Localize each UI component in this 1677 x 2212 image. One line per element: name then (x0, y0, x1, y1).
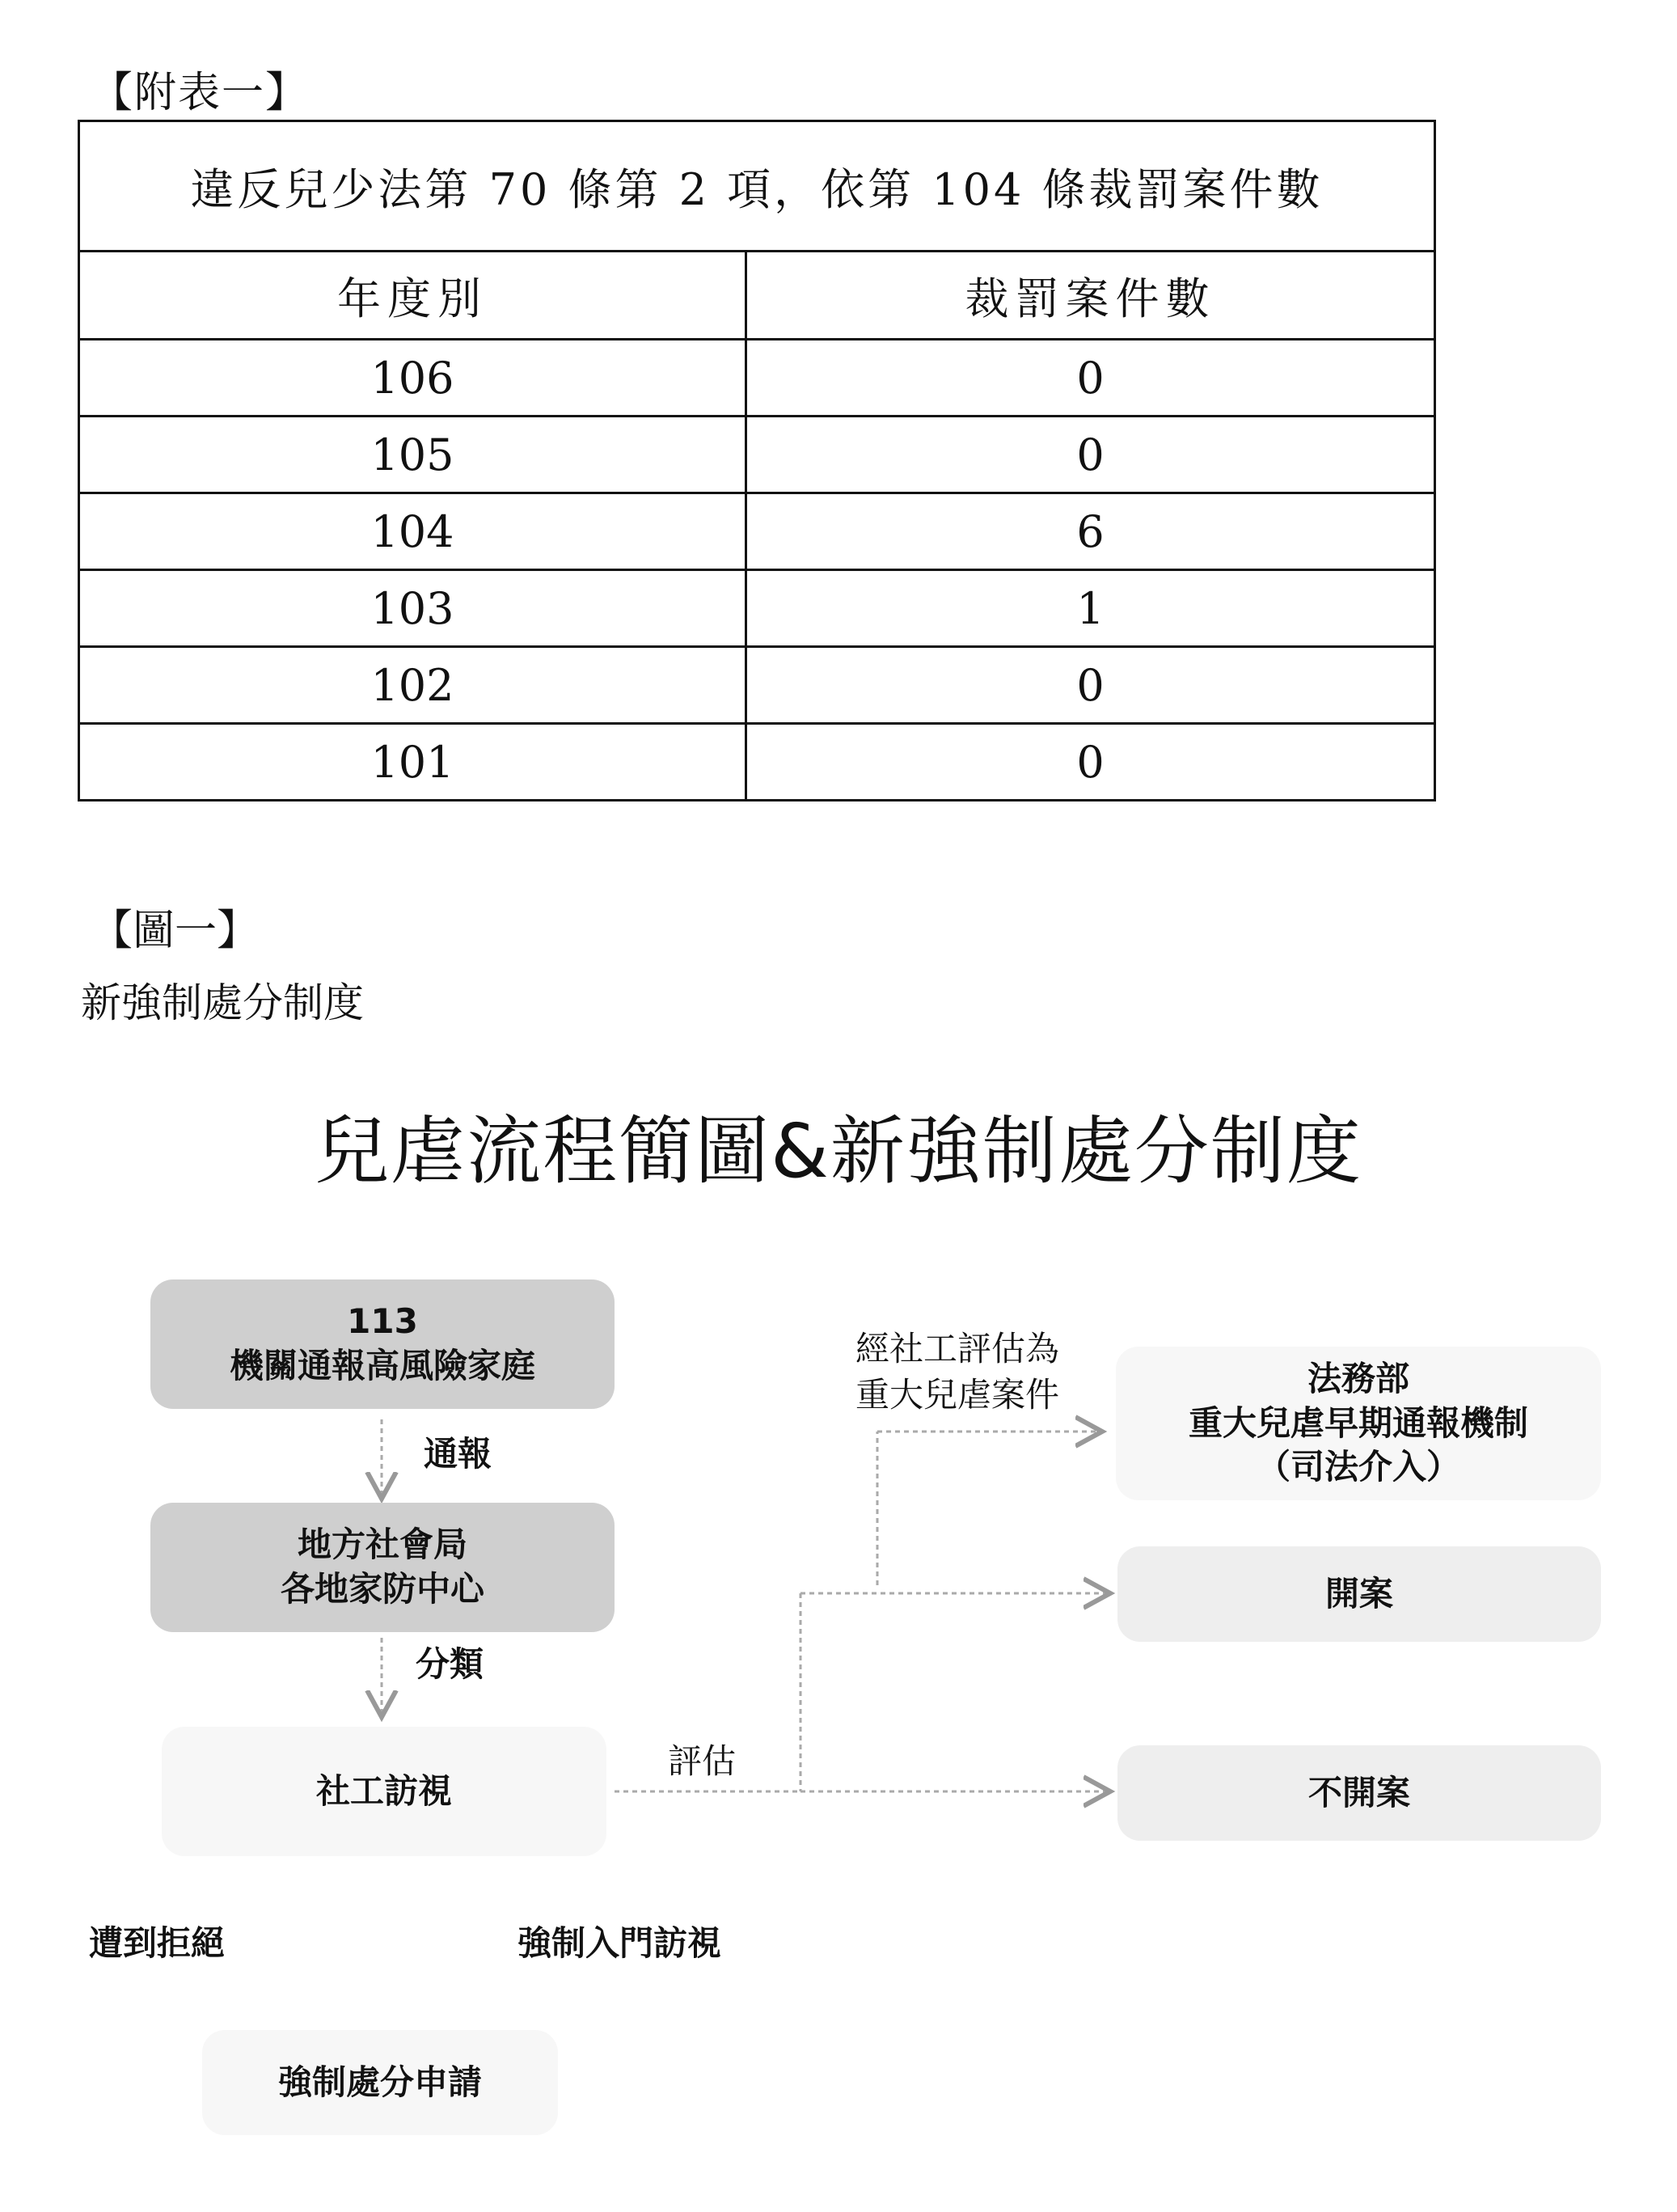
no-case-text: 不開案 (1307, 1772, 1410, 1812)
local-bureau-line1: 地方社會局 (297, 1525, 467, 1565)
row-count: 6 (746, 493, 1435, 570)
compulsory-application-box (202, 2030, 558, 2135)
figure-subtitle: 新強制處分制度 (81, 979, 364, 1026)
moj-line3: （司法介入） (1256, 1447, 1460, 1487)
table-title: 違反兒少法第 70 條第 2 項，依第 104 條裁罰案件數 (79, 121, 1435, 252)
header-year: 年度別 (79, 252, 746, 340)
forced-entry-label: 強制入門訪視 (517, 1923, 722, 1963)
row-count: 0 (746, 647, 1435, 724)
report-source-box (150, 1279, 615, 1409)
major-case-line2: 重大兒虐案件 (855, 1374, 1060, 1415)
appendix-label: 【附表一】 (91, 69, 310, 117)
moj-box (1116, 1347, 1601, 1500)
row-year: 104 (79, 493, 746, 570)
open-case-box (1117, 1546, 1601, 1642)
figure-label: 【圖一】 (91, 907, 260, 955)
local-bureau-box (150, 1503, 615, 1632)
row-count: 0 (746, 724, 1435, 801)
row-year: 106 (79, 340, 746, 417)
report-source-line1: 113 (347, 1301, 418, 1342)
header-count: 裁罰案件數 (746, 252, 1435, 340)
no-case-box (1117, 1745, 1601, 1841)
major-case-line1: 經社工評估為 (855, 1329, 1060, 1368)
social-visit-box (162, 1727, 606, 1856)
open-case-text: 開案 (1324, 1573, 1393, 1614)
row-year: 105 (79, 417, 746, 493)
compulsory-application-text: 強制處分申請 (277, 2062, 482, 2102)
social-visit-text: 社工訪視 (315, 1770, 452, 1811)
refused-label: 遭到拒絕 (89, 1923, 226, 1963)
row-count: 0 (746, 417, 1435, 493)
row-count: 0 (746, 340, 1435, 417)
local-bureau-line2: 各地家防中心 (280, 1569, 484, 1609)
row-year: 101 (79, 724, 746, 801)
row-count: 1 (746, 570, 1435, 647)
major-case-label (855, 1326, 1059, 1418)
moj-line1: 法務部 (1307, 1359, 1409, 1399)
moj-line2: 重大兒虐早期通報機制 (1188, 1402, 1528, 1443)
classify-label: 分類 (416, 1644, 484, 1684)
assess-label: 評估 (668, 1741, 737, 1781)
row-year: 103 (79, 570, 746, 647)
report-source-line2: 機關通報高風險家庭 (229, 1346, 535, 1385)
notify-label: 通報 (424, 1434, 492, 1474)
row-year: 102 (79, 647, 746, 724)
diagram-title: 兒虐流程簡圖&新強制處分制度 (315, 1108, 1362, 1195)
